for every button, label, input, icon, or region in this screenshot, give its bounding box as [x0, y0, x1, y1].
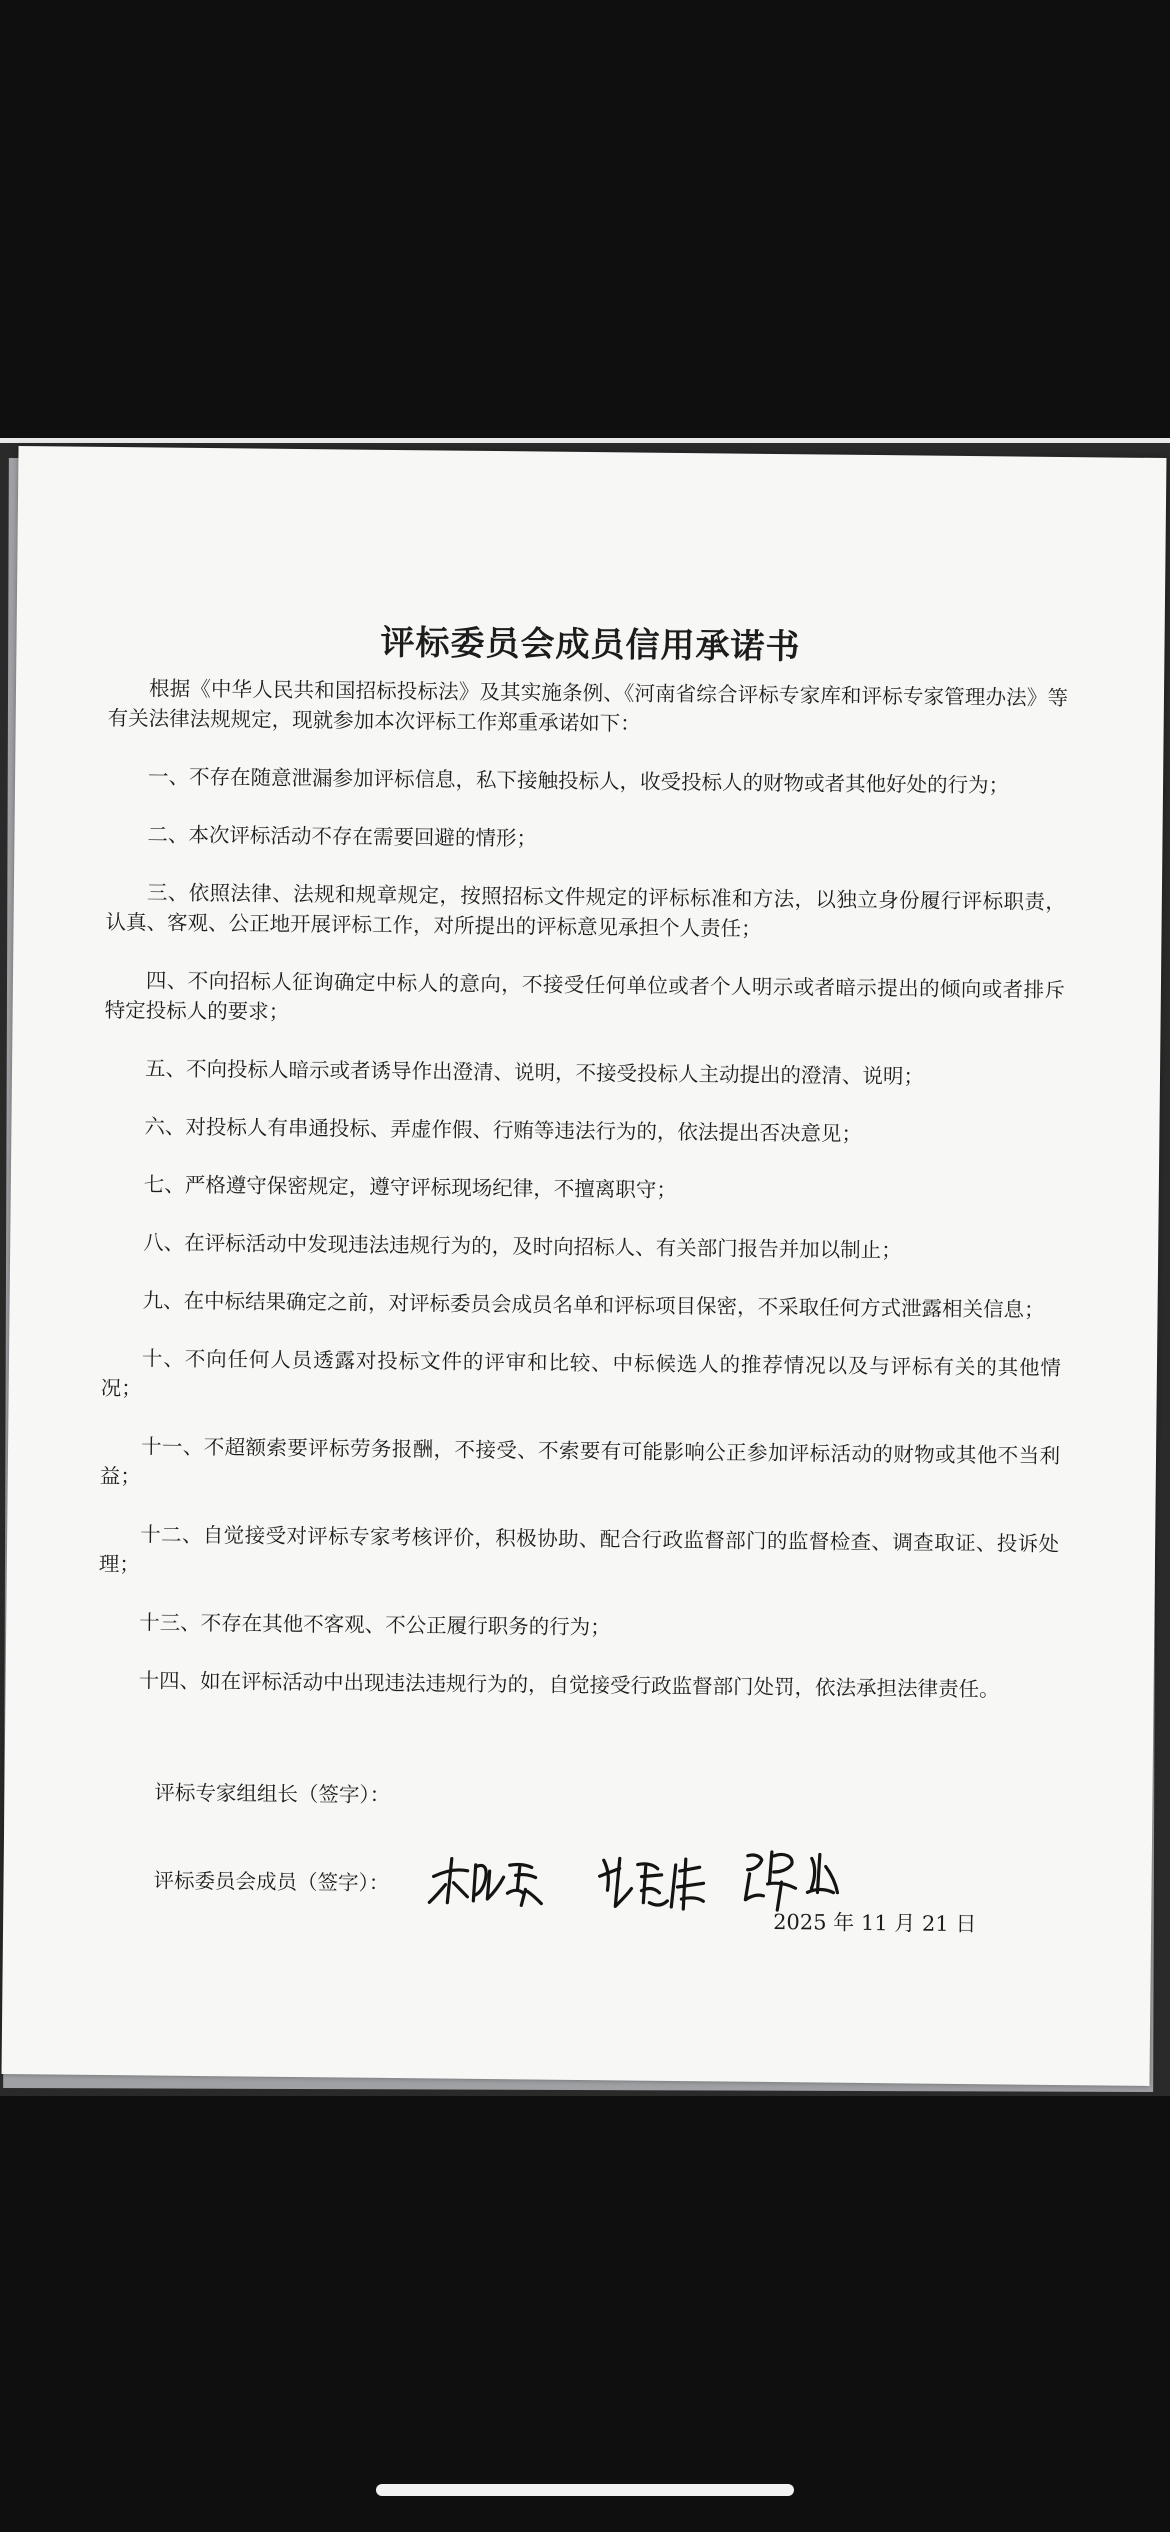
paper-sheet — [2, 446, 1167, 2086]
bottom-black-area — [0, 2096, 1170, 2532]
paragraph-item-11: 十一、不超额索要评标劳务报酬，不接受、不索要有可能影响公正参加评标活动的财物或其他不当利益； — [99, 1434, 1061, 1489]
paragraph-item-8: 八、在评标活动中发现违法违规行为的，及时向招标人、有关部门报告并加以制止； — [143, 1230, 902, 1263]
paragraph-item-7: 七、严格遵守保密规定，遵守评标现场纪律，不擅离职守； — [143, 1172, 677, 1202]
paragraph-item-3: 三、依照法律、法规和规章规定，按照招标文件规定的评标标准和方法，以独立身份履行评标职责，认真、客观、公正地开展评标工作，对所提出的评标意见承担个人责任； — [105, 880, 1066, 941]
members-signature-label: 评标委员会成员（签字）： — [153, 1868, 390, 1895]
paragraph-item-10: 十、不向任何人员透露对投标文件的评审和比较、中标候选人的推荐情况以及与评标有关的其他情况； — [100, 1346, 1062, 1401]
document-body — [97, 673, 1068, 1733]
paragraph-item-5: 五、不向投标人暗示或者诱导作出澄清、说明，不接受投标人主动提出的澄清、说明； — [144, 1056, 925, 1089]
paragraph-item-6: 六、对投标人有串通投标、弄虚作假、行贿等违法行为的，依法提出否决意见； — [144, 1114, 863, 1146]
paragraph-item-12: 十二、自觉接受对评标专家考核评价，积极协助、配合行政监督部门的监督检查、调查取证、投诉处理； — [98, 1522, 1060, 1577]
photo-top-edge — [0, 438, 1170, 443]
paragraph-item-4: 四、不向招标人征询确定中标人的意向，不接受任何单位或者个人明示或者暗示提出的倾向或者排斥特定投标人的要求； — [104, 968, 1066, 1024]
signature-1 — [429, 1858, 541, 1905]
document-title: 评标委员会成员信用承诺书 — [380, 622, 801, 668]
paragraph-item-2: 二、本次评标活动不存在需要回避的情形； — [147, 822, 538, 851]
sign-date: 2025 年 11 月 21 日 — [773, 1910, 977, 1937]
paragraph-item-13: 十三、不存在其他不客观、不公正履行职务的行为； — [139, 1610, 611, 1640]
home-indicator[interactable] — [376, 2484, 794, 2496]
signature-2 — [599, 1858, 704, 1909]
paragraph-intro: 根据《中华人民共和国招标投标法》及其实施条例、《河南省综合评标专家库和评标专家管理办法》等有关法律法规规定，现就参加本次评标工作郑重承诺如下： — [107, 676, 1069, 736]
leader-signature-label: 评标专家组组长（签字）： — [154, 1780, 391, 1807]
paragraph-item-9: 九、在中标结果确定之前，对评标委员会成员名单和评标项目保密，不采取任何方式泄露相关信息； — [142, 1288, 1045, 1322]
paragraph-item-14: 十四、如在评标活动中出现违法违规行为的，自觉接受行政监督部门处罚，依法承担法律责任。 — [138, 1668, 1000, 1702]
signature-3 — [745, 1852, 838, 1911]
paragraph-item-1: 一、不存在随意泄漏参加评标信息，私下接触投标人，收受投标人的财物或者其他好处的行为； — [147, 764, 1010, 798]
top-black-area — [0, 0, 1170, 438]
document-photo[interactable] — [0, 438, 1170, 2096]
